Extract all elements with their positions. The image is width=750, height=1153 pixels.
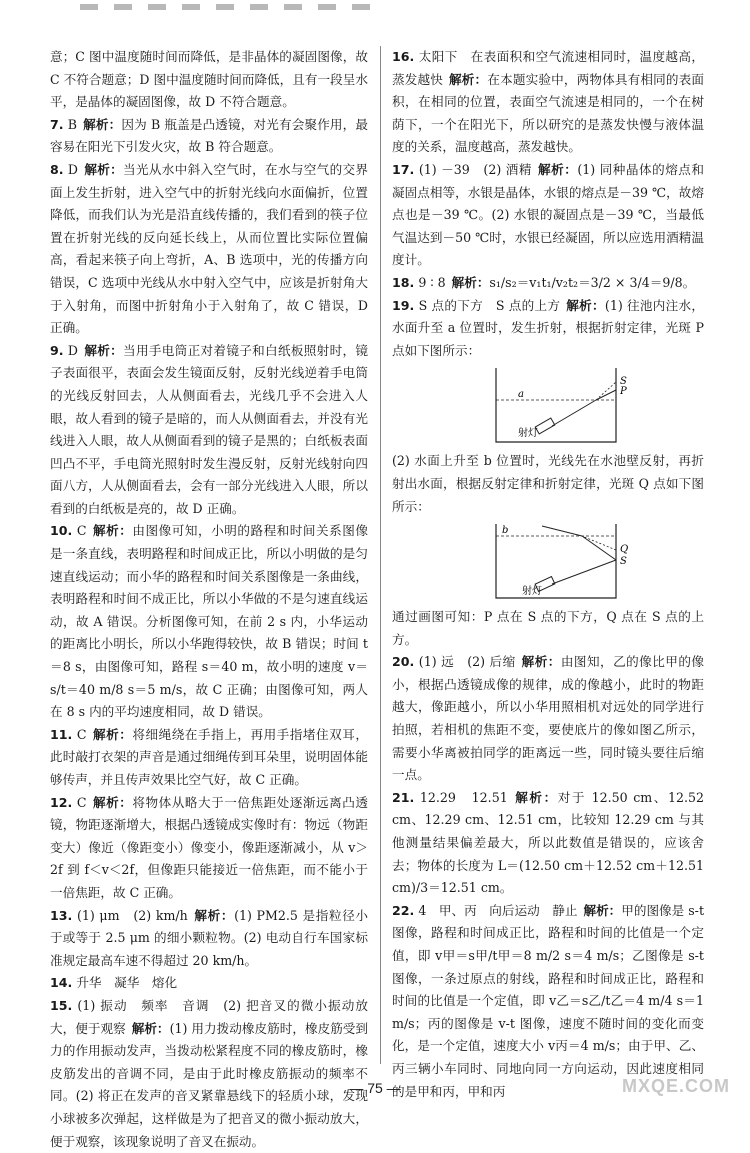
explanation-text: (1) 同种晶体的熔点和凝固点相等，水银是晶体，水银的熔点是－39 ℃，故熔点也是－39 ℃。(2) 水银的凝固点是－39 ℃，当最低气温达到－50 ℃时，水银已经凝固，所以应选用酒精温度计。 [392,161,704,268]
label-s: S [620,376,627,388]
analysis-label: 解析： [131,1020,170,1036]
answer-item [50,159,368,340]
analysis-label: 解析： [451,274,490,290]
question-number: 16. [392,49,415,64]
answer-item [50,46,368,114]
explanation-text: 由图知，乙的像比甲的像小，根据凸透镜成像的规律，成的像越小，此时的物距越大，像距越小，所以小华用照相机对远处的同学进行拍照，若相机的焦距不变，要使底片的像如图乙所示，需要小华离被拍同学的距离远一些，同时镜头要往后缩一点。 [392,654,705,783]
refraction-figure-1 [492,366,632,446]
explanation-text: 对于 12.50 cm、12.52 cm、12.29 cm、12.51 cm，比较知 12.29 cm 与其他测量结果偏差最大，所以此数值是错误的，应该舍去；物体的长度为 L＝(12.50 cm＋12.52 cm＋12.51 cm)/3＝12.51 cm。 [392,789,705,896]
question-number: 8. [50,161,64,177]
answer-text: 升华 凝华 熔化 [76,975,178,991]
refraction-figure-2 [492,522,632,602]
watermark: MXQE.COM [621,1076,730,1096]
analysis-label: 解析： [566,297,605,313]
answer-item [392,900,704,1103]
question-number: 18. [392,274,415,290]
explanation-text: 当光从水中斜入空气时，在水与空气的交界面上发生折射，进入空气中的折射光线向水面偏折，位置降低，而我们认为光是沿直线传播的，我们看到的筷子位置在折射光线的反向延长线上，从而位置比实际位置偏高，看起来筷子向上弯折，A、B 选项中，光的传播方向错误，C 选项中光线从水中射入空气中，应该是折射角大于入射角，而图中折射角小于入射角了，故 C 错误，D 正确。 [50,161,369,336]
answer-text: (1) 远 (2) 后缩 [418,654,516,670]
answer-item [50,520,368,723]
explanation-text: 甲的图像是 s-t 图像，路程和时间成正比，路程和时间的比值是一个定值，即 v甲＝s甲/t甲＝8 m/2 s＝4 m/s；乙图像是 s-t 图像，一条过原点的射线，路程和时间成正比，路程和时间的比值是一个定值，即 v乙＝s乙/t乙＝4 m/4 s＝1 m/s；丙的图像是 v-t 图像，速度不随时间的变化而变化，是一个定值，速度大小 v丙＝4 m/s；由于甲、乙、丙三辆小车同时、同地向同一方向运动，因此速度相同的是甲和丙，甲和丙 [392,902,705,1099]
answer-text: D [67,342,78,358]
analysis-label: 解析： [84,161,124,177]
explanation-text: (1) 用力拨动橡皮筋时，橡皮筋受到力的作用振动发声，当拨动松紧程度不同的橡皮筋时，橡皮筋发出的音调不同，是由于此时橡皮筋振动的频率不同。(2) 将正在发声的音叉紧靠悬线下的轻质小球，发现小球被多次弹起，这样做是为了把音叉的微小振动放大，便于观察，该现象说明了音叉在振动。 [50,1020,369,1149]
explanation-text: 因为 B 瓶盖是凸透镜，对光有会聚作用，最容易在阳光下引发火灾，故 B 符合题意。 [50,116,369,155]
question-number: 7. [50,116,64,132]
question-number: 17. [392,161,415,177]
question-number: 15. [50,997,73,1013]
question-number: 9. [50,342,64,358]
answer-item [50,114,368,159]
answer-item [392,450,704,518]
analysis-label: 解析： [82,116,122,132]
answer-text: B [67,116,77,132]
question-number: 21. [392,789,415,805]
answer-item [50,340,368,521]
question-number: 20. [392,654,415,670]
answer-text: 12.29 12.51 [419,789,508,805]
answer-text: (1) μm (2) km/h [76,907,188,923]
page-number: — 75 — [349,1080,401,1096]
analysis-label: 解析： [583,902,622,918]
analysis-label: 解析： [449,71,488,87]
label-s: S [620,556,627,568]
explanation-text: s₁/s₂＝v₁t₁/v₂t₂＝3/2 × 3/4＝9/8。 [489,274,696,290]
lamp-label: 射灯 [518,428,538,440]
answer-text: C [76,794,87,810]
answer-text: (1) －39 (2) 酒精 [418,161,532,177]
analysis-label: 解析： [193,907,235,923]
answer-text: 9 ∶ 8 [418,274,446,290]
explanation-text: 意；C 图中温度随时间而降低，是非晶体的凝固图像，故 C 不符合题意；D 图中温度随时间而降低，且有一段呈水平，是晶体的凝固图像，故 D 不符合题意。 [50,49,368,110]
explanation-text: 将细绳绕在手指上，再用手指堵住双耳，此时敲打衣架的声音是通过细绳传到耳朵里，说明固体能够传声，并且传声效果比空气好，故 C 正确。 [50,726,368,787]
analysis-label: 解析： [521,654,561,670]
label-a: a [518,389,524,401]
question-number: 10. [50,523,73,539]
question-number: 12. [50,794,73,810]
right-column [392,46,704,1103]
question-number: 22. [392,902,415,918]
explanation-text: 当用手电筒正对着镜子和白纸板照射时，镜子表面很平，表面会发生镜面反射，反射光线逆着手电筒的光线反射回去，人从侧面看去，光线几乎不会进入人眼，故人看到的镜子是暗的，而人从侧面看去，并没有光线进入人眼，故人从侧面看到的镜子是黑的；白纸板表面凹凸不平，手电筒光照射时发生漫反射，反射光线射向四面八方，人从侧面看去，会有一部分光线进入人眼，所以看到的白纸板是亮的，故 D 正确。 [50,342,369,516]
answer-text: 4 甲、丙 向后运动 静止 [418,902,578,918]
answer-text: C [76,523,87,539]
answer-item [392,159,704,272]
answer-item [50,724,368,792]
question-number: 14. [50,975,73,991]
answer-item [392,46,704,159]
explanation-text: 通过画图可知：P 点在 S 点的下方，Q 点在 S 点的上方。 [392,609,704,647]
question-number: 19. [392,297,415,313]
question-number: 11. [50,726,73,742]
label-p: P [620,386,627,398]
answer-item [50,972,368,995]
answer-item [50,905,368,973]
analysis-label: 解析： [84,342,124,358]
answer-text: 太阳下 在表面积和空气流速相同时，温度越高，蒸发越快 [392,49,704,87]
explanation-text: (2) 水面上升至 b 位置时，光线先在水池壁反射，再折射出水面，根据反射定律和折射定律，光斑 Q 点如下图所示： [392,453,704,514]
answer-item [392,295,704,363]
explanation-text: 将物体从略大于一倍焦距处逐渐远离凸透镜，物距逐渐增大，根据凸透镜成实像时有：物远（物距变大）像近（像距变小）像变小，像距逐渐减小，从 v＞2f 到 f＜v＜2f，但像距只能接近一倍焦距，而不能小于一倍焦距，故 C 正确。 [50,794,368,900]
explanation-text: 在本题实验中，两物体具有相同的表面积，在相同的位置，表面空气流速是相同的，一个在树荫下，一个在阳光下，所以研究的是蒸发快慢与液体温度的关系，温度越高，蒸发越快。 [392,71,705,155]
answer-text: (1) 振动 频率 音调 (2) 把音叉的微小振动放大，便于观察 [50,997,368,1036]
explanation-text: 由图像可知，小明的路程和时间关系图像是一条直线，表明路程和时间成正比，所以小明做的是匀速直线运动；而小华的路程和时间关系图像是一条曲线，表明路程和时间不成正比，所以小华做的不是匀速直线运动，故 A 错误。分析图像可知，在前 2 s 内，小华运动的距离比小明长，所以小华跑得较快，故 B 错误；时间 t＝8 s，由图像可知，路程 s＝40 m，故小明的速度 v＝s/t＝40 m/8 s＝5 m/s，故 C 正确；由图像可知，两人在 8 s 内的平均速度相同，故 D 错误。 [50,523,368,720]
answer-item [392,787,704,900]
explanation-text: (1) 往池内注水，水面升至 a 位置时，发生折射，根据折射定律，光斑 P 点如下图所示： [392,297,705,358]
analysis-label: 解析： [92,523,133,539]
label-b: b [502,525,509,537]
label-q: Q [620,544,629,556]
analysis-label: 解析： [513,789,558,805]
left-column [50,46,368,1153]
answer-item [50,792,368,905]
answer-item [392,272,704,295]
explanation-text: (1) PM2.5 是指粒径小于或等于 2.5 μm 的细小颗粒物。(2) 电动自行车国家标准规定最高车速不得超过 20 km/h。 [50,907,369,968]
answer-text: D [67,161,78,177]
answer-text: C [76,726,87,742]
column-divider [380,46,381,1064]
analysis-label: 解析： [92,794,133,810]
answer-item [50,995,368,1153]
analysis-label: 解析： [537,161,578,177]
top-edge-marks [80,4,380,10]
answer-item [392,606,704,651]
answer-text: S 点的下方 S 点的上方 [418,297,561,313]
lamp-label: 射灯 [522,586,542,598]
question-number: 13. [50,907,73,923]
answer-item [392,651,704,787]
analysis-label: 解析： [92,726,133,742]
